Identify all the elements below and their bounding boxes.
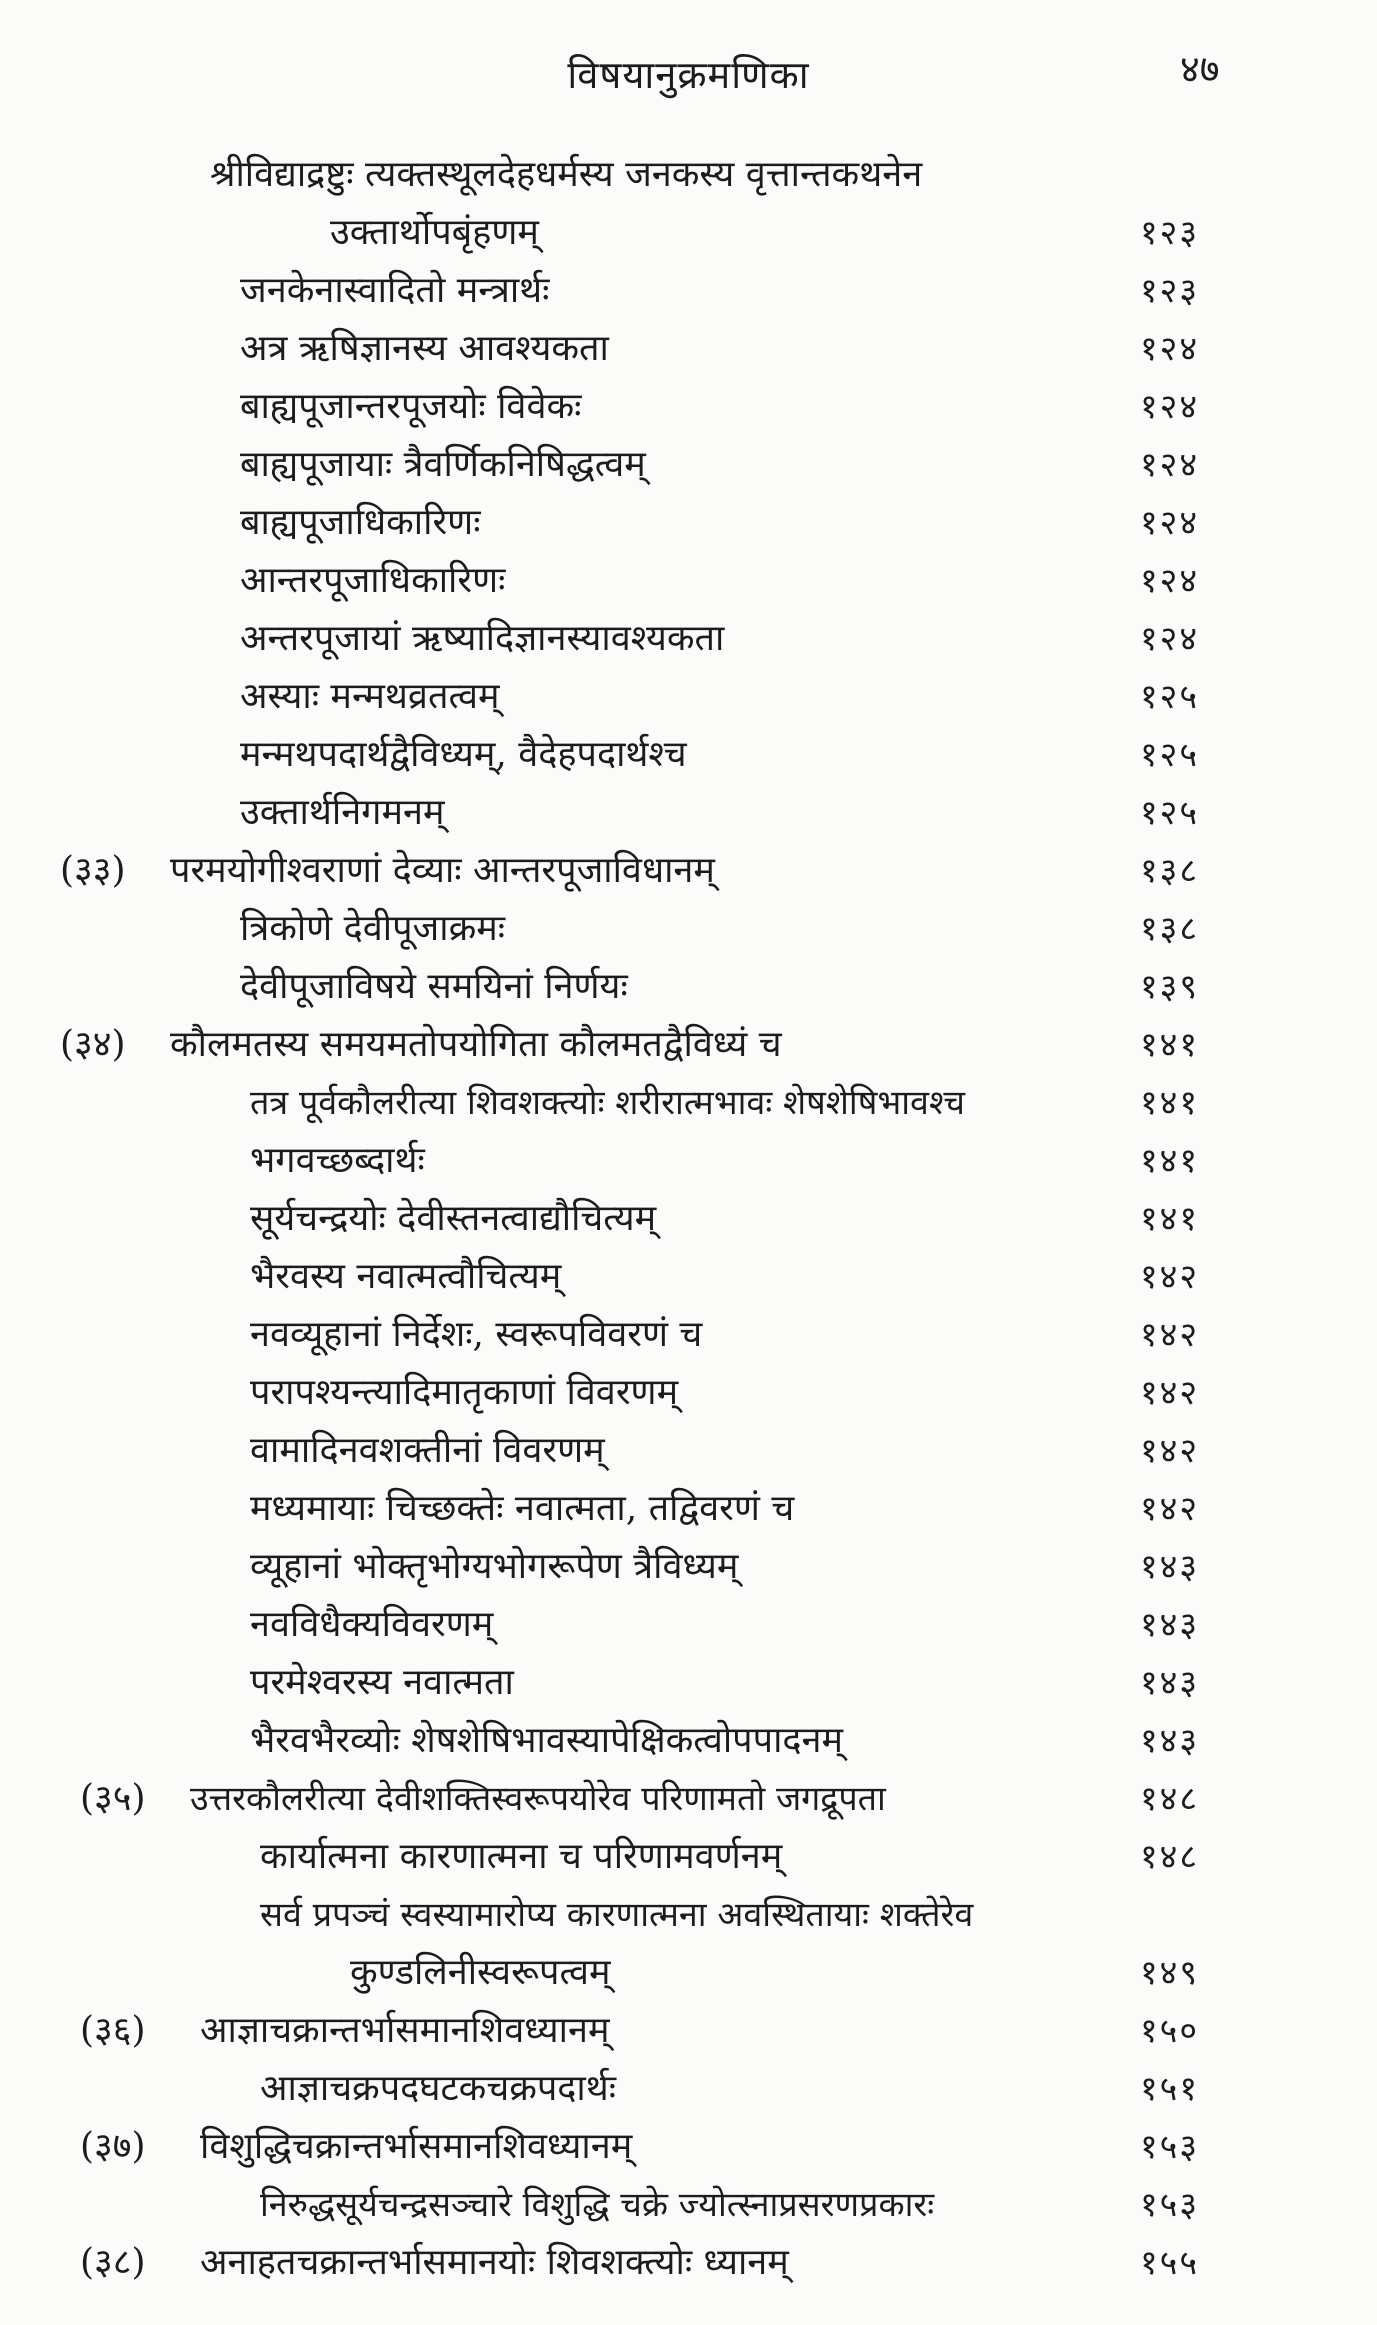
- entry-page: १४२: [1140, 1373, 1200, 1413]
- entry-text: भगवच्छब्दार्थः: [250, 1140, 425, 1181]
- entry-text: मध्यमायाः चिच्छक्तेः नवात्मता, तद्विवरणं च: [250, 1488, 795, 1529]
- entry-text: उत्तरकौलरीत्या देवीशक्तिस्वरूपयोरेव परिणामतो जगद्रूपता: [190, 1779, 886, 1819]
- entry-page: १४२: [1140, 1489, 1200, 1529]
- entry-page: १४३: [1140, 1605, 1200, 1645]
- list-item: [0, 498, 1377, 558]
- entry-page: १४२: [1140, 1257, 1200, 1297]
- entry-page: १४१: [1140, 1025, 1200, 1065]
- list-item: [0, 846, 1377, 906]
- list-item: [0, 2064, 1377, 2124]
- list-item: [0, 962, 1377, 1022]
- entry-text: भैरवभैरव्योः शेषशेषिभावस्यापेक्षिकत्वोपपादनम्: [250, 1720, 844, 1761]
- entry-text: अन्तरपूजायां ऋष्यादिज्ञानस्यावश्यकता: [240, 618, 725, 659]
- list-item: [0, 672, 1377, 732]
- entry-page: १३८: [1140, 851, 1200, 891]
- list-item: [0, 1600, 1377, 1660]
- entry-text: देवीपूजाविषये समयिनां निर्णयः: [240, 966, 628, 1007]
- list-item: [0, 208, 1377, 268]
- list-item: [0, 1716, 1377, 1776]
- entry-page: १४८: [1140, 1779, 1200, 1819]
- entry-text: कार्यात्मना कारणात्मना च परिणामवर्णनम्: [260, 1836, 783, 1877]
- entry-text: आन्तरपूजाधिकारिणः: [240, 560, 506, 601]
- entry-text: बाह्यपूजाधिकारिणः: [240, 502, 481, 543]
- entry-page: १५३: [1140, 2185, 1200, 2225]
- list-item: [0, 614, 1377, 674]
- list-item: [0, 730, 1377, 790]
- list-item: [0, 2006, 1377, 2066]
- section-number: (३७): [80, 2126, 146, 2167]
- entry-page: १४३: [1140, 1721, 1200, 1761]
- section-number: (३४): [60, 1024, 126, 1065]
- list-item: [0, 440, 1377, 500]
- entry-page: १२३: [1140, 271, 1200, 311]
- entry-text: वामादिनवशक्तीनां विवरणम्: [250, 1430, 605, 1471]
- entry-text: व्यूहानां भोक्तृभोग्यभोगरूपेण त्रैविध्यम्: [250, 1546, 739, 1587]
- entry-text: श्रीविद्याद्रष्टुः त्यक्तस्थूलदेहधर्मस्य जनकस्य वृत्तान्तकथनेन: [210, 154, 923, 195]
- entry-page: १२३: [1140, 213, 1200, 253]
- list-item: [0, 1484, 1377, 1544]
- entry-page: १२५: [1140, 677, 1200, 717]
- entry-text: नवव्यूहानां निर्देशः, स्वरूपविवरणं च: [250, 1314, 703, 1355]
- entry-page: १४१: [1140, 1199, 1200, 1239]
- entry-text: बाह्यपूजान्तरपूजयोः विवेकः: [240, 386, 582, 427]
- entry-text: मन्मथपदार्थद्वैविध्यम्, वैदेहपदार्थश्च: [240, 734, 687, 775]
- entry-text: बाह्यपूजायाः त्रैवर्णिकनिषिद्धत्वम्: [240, 444, 646, 485]
- entry-text: अनाहतचक्रान्तर्भासमानयोः शिवशक्त्योः ध्यानम्: [200, 2242, 789, 2283]
- entry-page: १५३: [1140, 2127, 1200, 2167]
- entry-page: १३८: [1140, 909, 1200, 949]
- entry-page: १२४: [1140, 387, 1200, 427]
- list-item: [0, 1194, 1377, 1254]
- list-item: [0, 2238, 1377, 2298]
- list-item: [0, 1136, 1377, 1196]
- entry-text: नवविधैक्यविवरणम्: [250, 1604, 494, 1645]
- entry-page: १२४: [1140, 329, 1200, 369]
- list-item: [0, 788, 1377, 848]
- entry-text: आज्ञाचक्रपदघटकचक्रपदार्थः: [260, 2068, 617, 2109]
- list-item: [0, 1368, 1377, 1428]
- list-item: [0, 1890, 1377, 1950]
- entry-page: १४२: [1140, 1431, 1200, 1471]
- entry-page: १४३: [1140, 1547, 1200, 1587]
- entry-text: परापश्यन्त्यादिमातृकाणां विवरणम्: [250, 1372, 679, 1413]
- page-number: ४७: [1180, 47, 1220, 91]
- list-item: [0, 2122, 1377, 2182]
- entry-page: १५०: [1140, 2011, 1200, 2051]
- list-item: [0, 1658, 1377, 1718]
- entry-page: १२५: [1140, 735, 1200, 775]
- list-item: [0, 1426, 1377, 1486]
- page-title: विषयानुक्रमणिका: [567, 53, 810, 97]
- entry-text: सूर्यचन्द्रयोः देवीस्तनत्वाद्यौचित्यम्: [250, 1198, 657, 1239]
- entry-page: १५१: [1140, 2069, 1200, 2109]
- entry-text: जनकेनास्वादितो मन्त्रार्थः: [240, 270, 550, 311]
- entry-text: अत्र ऋषिज्ञानस्य आवश्यकता: [240, 328, 609, 369]
- entry-page: १२४: [1140, 619, 1200, 659]
- entry-text: विशुद्धिचक्रान्तर्भासमानशिवध्यानम्: [200, 2126, 633, 2167]
- entry-page: १४८: [1140, 1837, 1200, 1877]
- entry-page: १४९: [1140, 1953, 1200, 1993]
- entry-text: आज्ञाचक्रान्तर्भासमानशिवध्यानम्: [200, 2010, 610, 2051]
- list-item: [0, 556, 1377, 616]
- entry-text: तत्र पूर्वकौलरीत्या शिवशक्त्योः शरीरात्मभावः शेषशेषिभावश्च: [250, 1083, 966, 1123]
- entry-page: १५५: [1140, 2243, 1200, 2283]
- entry-text: सर्व प्रपञ्चं स्वस्यामारोप्य कारणात्मना अवस्थितायाः शक्तेरेव: [260, 1895, 974, 1935]
- list-item: [0, 1948, 1377, 2008]
- list-item: [0, 1020, 1377, 1080]
- entry-page: १२४: [1140, 503, 1200, 543]
- list-item: [0, 904, 1377, 964]
- entry-page: १४१: [1140, 1141, 1200, 1181]
- entry-page: १४३: [1140, 1663, 1200, 1703]
- entry-text: परमेश्वरस्य नवात्मता: [250, 1662, 514, 1703]
- list-item: [0, 150, 1377, 210]
- list-item: [0, 382, 1377, 442]
- section-number: (३६): [80, 2010, 146, 2051]
- entry-page: १२५: [1140, 793, 1200, 833]
- list-item: [0, 1542, 1377, 1602]
- section-number: (३५): [80, 1778, 146, 1819]
- entry-text: परमयोगीश्वराणां देव्याः आन्तरपूजाविधानम्: [170, 850, 715, 891]
- list-item: [0, 266, 1377, 326]
- entry-page: १२४: [1140, 561, 1200, 601]
- list-item: [0, 1774, 1377, 1834]
- list-item: [0, 1832, 1377, 1892]
- list-item: [0, 1252, 1377, 1312]
- entry-page: १४१: [1140, 1083, 1200, 1123]
- list-item: [0, 2180, 1377, 2240]
- entry-text: त्रिकोणे देवीपूजाक्रमः: [240, 908, 506, 949]
- entry-text: भैरवस्य नवात्मत्वौचित्यम्: [250, 1256, 562, 1297]
- list-item: [0, 1310, 1377, 1370]
- list-item: [0, 324, 1377, 384]
- entry-page: १४२: [1140, 1315, 1200, 1355]
- entry-text: उक्तार्थोपबृंहणम्: [330, 212, 539, 253]
- entry-page: १३९: [1140, 967, 1200, 1007]
- entry-text: निरुद्धसूर्यचन्द्रसञ्चारे विशुद्धि चक्रे ज्योत्स्नाप्रसरणप्रकारः: [260, 2185, 935, 2225]
- entry-text: कौलमतस्य समयमतोपयोगिता कौलमतद्वैविध्यं च: [170, 1024, 782, 1065]
- entry-text: उक्तार्थनिगमनम्: [240, 792, 445, 833]
- entry-text: कुण्डलिनीस्वरूपत्वम्: [350, 1952, 611, 1993]
- section-number: (३८): [80, 2242, 146, 2283]
- entry-page: १२४: [1140, 445, 1200, 485]
- section-number: (३३): [60, 850, 126, 891]
- entry-text: अस्याः मन्मथव्रतत्वम्: [240, 676, 500, 717]
- list-item: [0, 1078, 1377, 1138]
